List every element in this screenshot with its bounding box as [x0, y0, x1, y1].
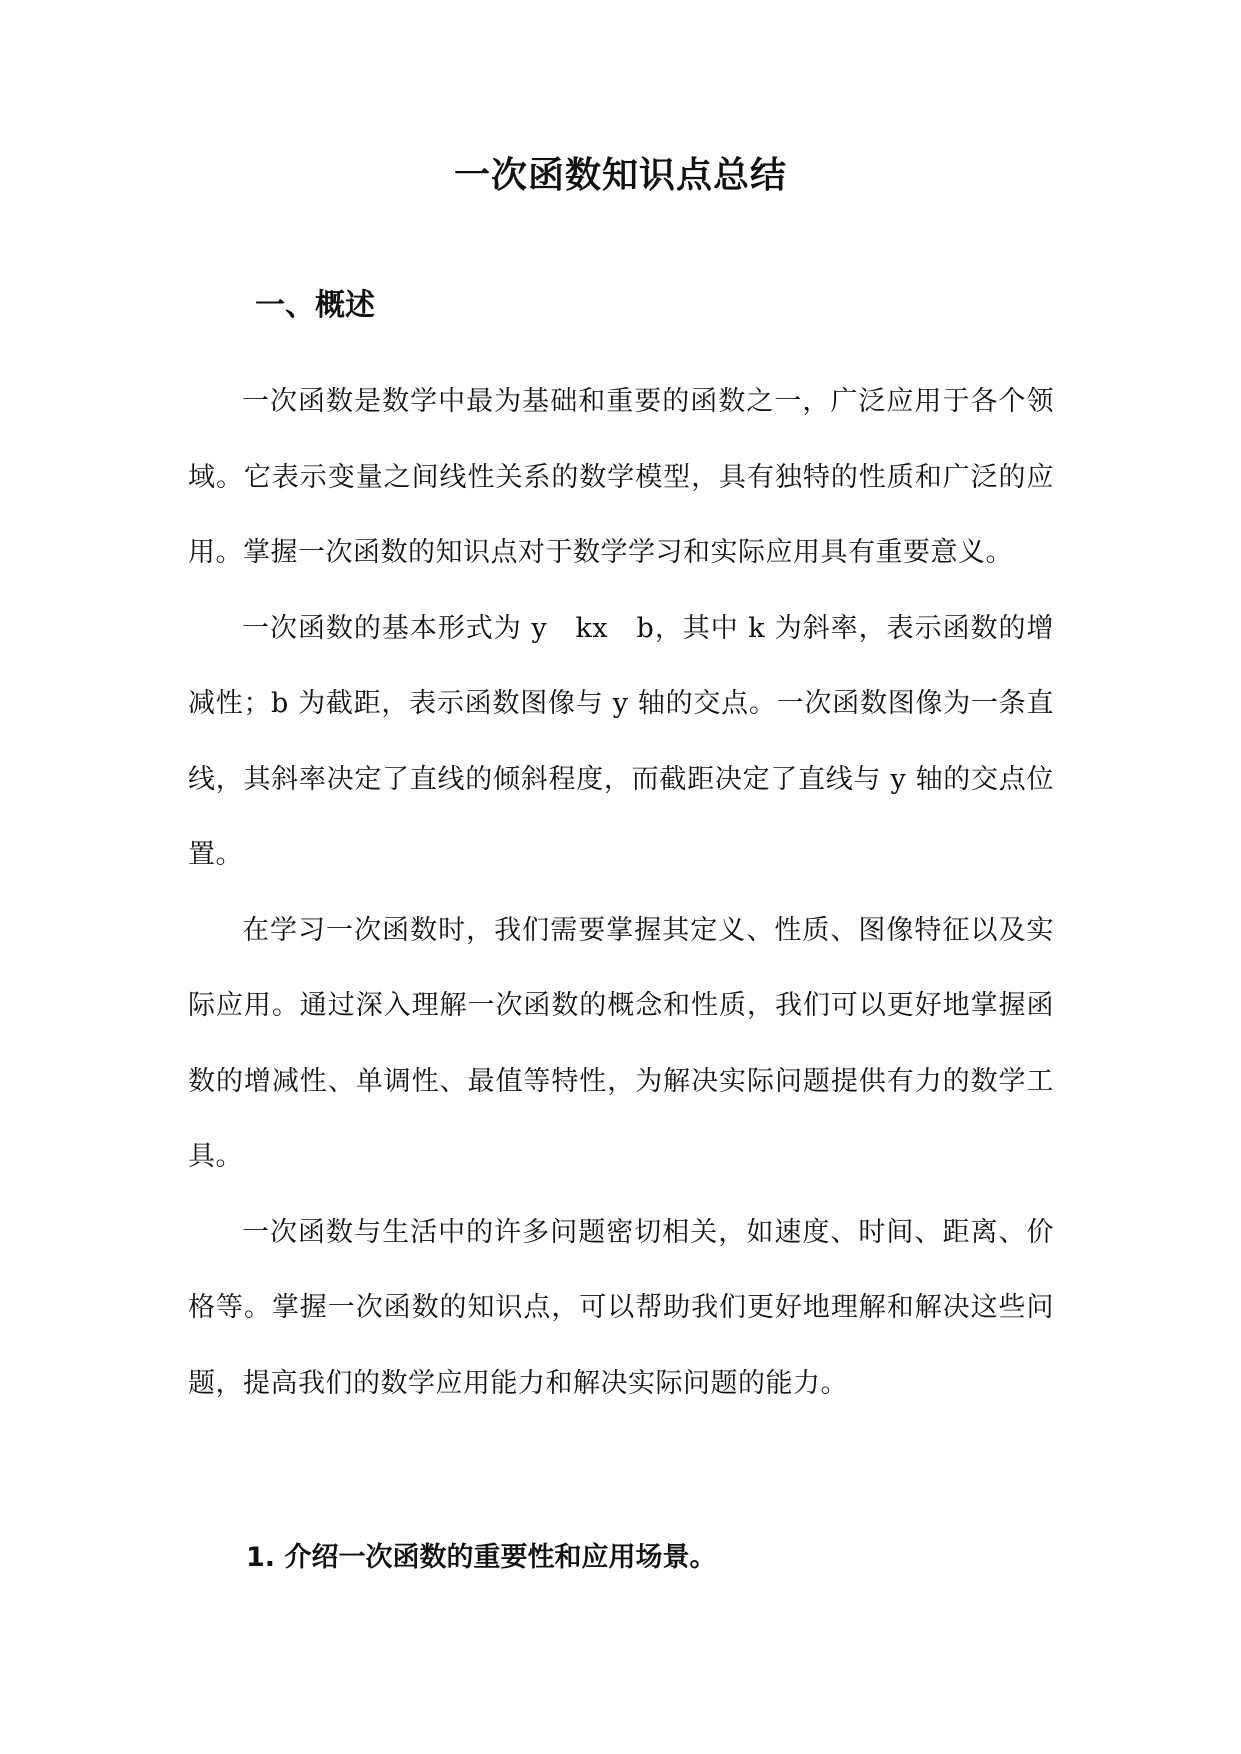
section-heading-overview: 一、概述 — [255, 288, 375, 323]
document-title: 一次函数知识点总结 — [453, 155, 787, 196]
document-body — [188, 364, 1054, 1421]
paragraph-3: 在学习一次函数时，我们需要掌握其定义、性质、图像特征以及实际应用。通过深入理解一次函数的概念和性质，我们可以更好地掌握函数的增减性、单调性、最值等特性，为解决实际问题提供有力的数学工具。 — [188, 914, 1054, 1172]
paragraph-2: 一次函数的基本形式为 y kx b，其中 k 为斜率，表示函数的增减性；b 为截距，表示函数图像与 y 轴的交点。一次函数图像为一条直线，其斜率决定了直线的倾斜程度，而截距决定了直线与 y 轴的交点位置。 — [188, 612, 1054, 870]
sub-heading-importance: 1. 介绍一次函数的重要性和应用场景。 — [246, 1542, 717, 1573]
paragraph-1: 一次函数是数学中最为基础和重要的函数之一，广泛应用于各个领域。它表示变量之间线性关系的数学模型，具有独特的性质和广泛的应用。掌握一次函数的知识点对于数学学习和实际应用具有重要意义。 — [188, 386, 1054, 568]
paragraph-4: 一次函数与生活中的许多问题密切相关，如速度、时间、距离、价格等。掌握一次函数的知识点，可以帮助我们更好地理解和解决这些问题，提高我们的数学应用能力和解决实际问题的能力。 — [188, 1216, 1054, 1399]
